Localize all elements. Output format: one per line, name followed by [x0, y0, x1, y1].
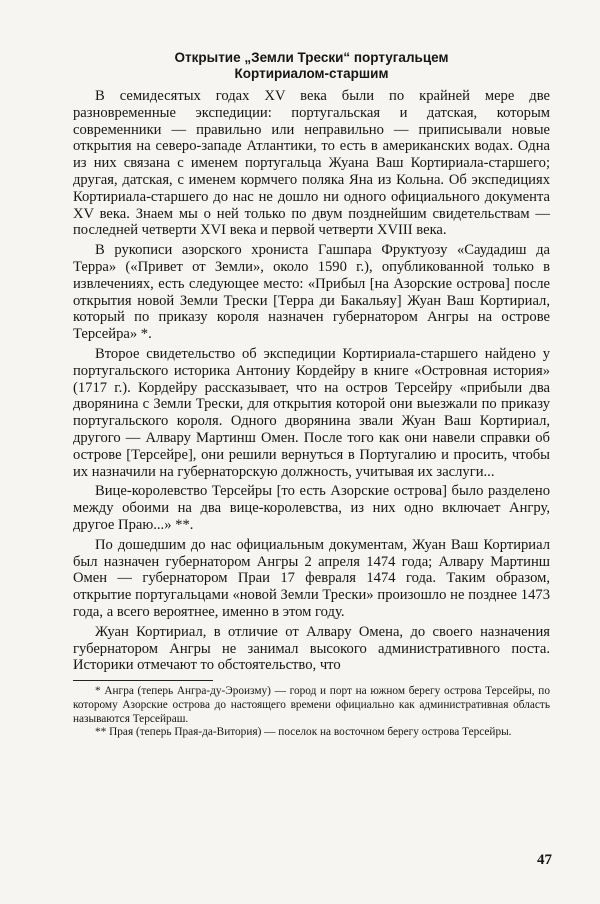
paragraph-4: Вице-королевство Терсейры [то есть Азорские острова] было разделено между обоими на два вице-королевства, из них одно включает Ангру, другое Праю...» **. [73, 483, 550, 533]
section-title [73, 50, 550, 82]
section-title-line-1: Открытие „Земли Трески“ португальцем [174, 50, 449, 65]
paragraph-1: В семидесятых годах XV века были по крайней мере две разновременные экспедиции: португальская и датская, которым современники — правильно или неправильно — приписывали новые открытия на северо-западе Атлантики, то есть в американских водах. Одна из них связана с именем португальца Жуана Ваш Кортириала-старшего; другая, датская, с именем кормчего поляка Яна из Кольна. Об экспедициях Кортириала-старшего до нас не дошло ни одного официального документа XV века. Знаем мы о ней только по двум позднейшим свидетельствам — последней четверти XVI века и первой четверти XVIII века. [73, 88, 550, 239]
paragraph-5: По дошедшим до нас официальным документам, Жуан Ваш Кортириал был назначен губернатором Ангры 2 апреля 1474 года; Алвару Мартинш Омен — губернатором Праи 17 февраля 1474 года. Таким образом, открытие португальцами «новой Земли Трески» произошло не позднее 1473 года, а всего вероятнее, именно в этом году. [73, 536, 550, 620]
paragraph-2: В рукописи азорского хрониста Гашпара Фруктуозу «Саудадиш да Терра» («Привет от Земли», около 1590 г.), опубликованной только в извлечениях, есть следующее место: «Прибыл [на Азорские острова] после открытия новой Земли Трески [Терра ди Бакальяу] Жуан Ваш Кортириал, который по приказу короля назначен губернатором Ангры на острове Терсейра» *. [73, 242, 550, 343]
footnote-1: * Ангра (теперь Ангра-ду-Эроизму) — город и порт на южном берегу острова Терсейры, по которому Азорские острова до настоящего времени официально как административная область называются Терсейраш. [73, 685, 550, 725]
section-title-line-2: Кортириалом-старшим [234, 66, 389, 81]
paragraph-6: Жуан Кортириал, в отличие от Алвару Омена, до своего назначения губернатором Ангры не занимал высокого административного поста. Историки отмечают то обстоятельство, что [73, 623, 550, 674]
footnote-2: ** Прая (теперь Прая-да-Витория) — поселок на восточном берегу острова Терсейры. [95, 726, 512, 739]
paragraph-3: Второе свидетельство об экспедиции Кортириала-старшего найдено у португальского историка Антониу Кордейру в книге «Островная история» (1717 г.). Кордейру рассказывает, что на остров Терсейру «прибыли два дворянина с Земли Трески, для открытия которой они выезжали по приказу португальского короля. Одного дворянина звали Жуан Ваш Кортириал, другого — Алвару Мартинш Омен. После того как они навели справки об острове [Терсейре], они решили вернуться в Португалию и просить, чтобы их назначили на губернаторскую должность, учитывая их заслуги... [73, 345, 550, 480]
main-text [73, 88, 550, 674]
page-number: 47 [537, 852, 552, 868]
footnote-divider [73, 680, 213, 681]
footnotes [73, 685, 550, 740]
